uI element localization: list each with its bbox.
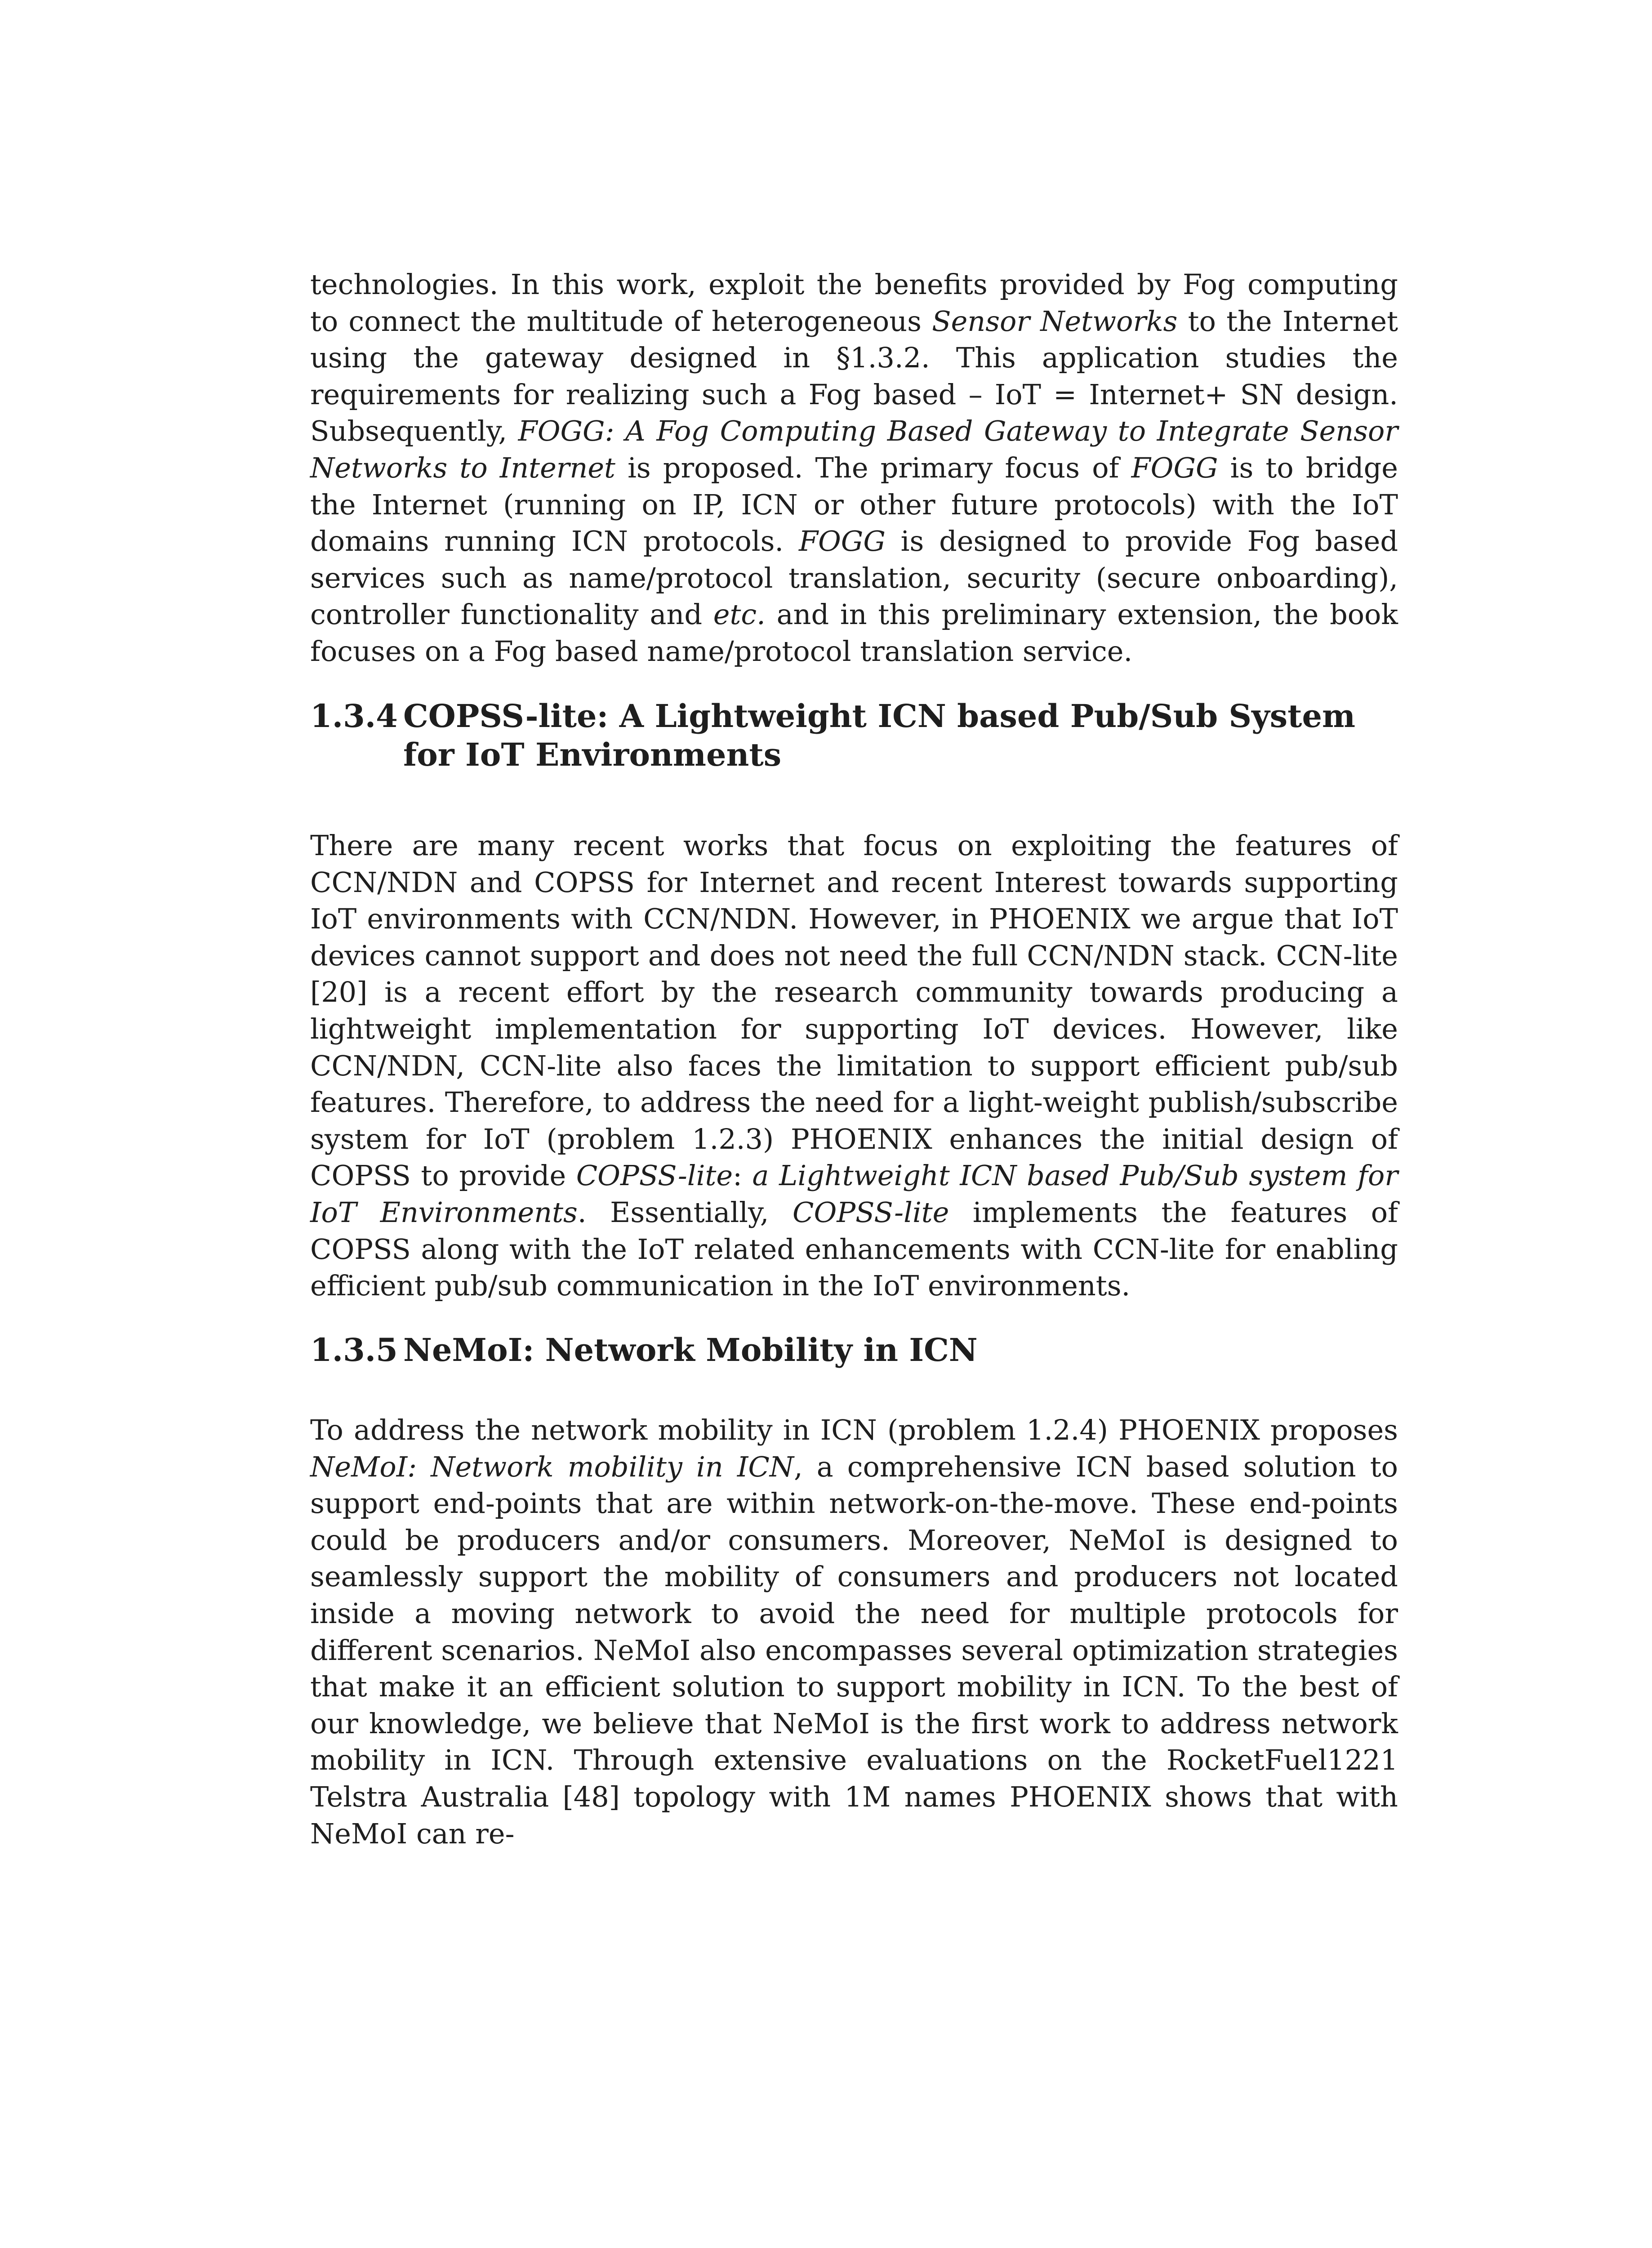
text-run: is to bridge the Internet (running on IP, ICN or other future protocols) with the IoT domains running ICN protocols. — [310, 451, 1398, 558]
text-run: to the Internet using the gateway designed in §1.3.2. This application studies the requirements for realizing such a Fog based – IoT = Internet+ SN design. Subsequently, — [310, 304, 1398, 448]
section-heading-1-3-4 — [310, 697, 1398, 774]
text-run: To address the network mobility in ICN (problem 1.2.4) PHOENIX proposes — [310, 1414, 1398, 1446]
text-run: . Essentially, — [577, 1195, 793, 1229]
text-run: is designed to provide Fog based services such as name/protocol translation, security (secure onboarding), controller functionality and — [310, 525, 1398, 631]
paragraph-nemoi — [310, 1412, 1398, 1852]
body-paragraph — [310, 266, 1398, 670]
body-paragraph — [310, 1412, 1398, 1852]
emphasis-text: COPSS-lite — [576, 1159, 733, 1192]
paragraph-copss-lite — [310, 827, 1398, 1304]
section-heading-1-3-5 — [310, 1331, 1398, 1369]
paragraph-fogg — [310, 266, 1398, 670]
emphasis-text: FOGG — [798, 525, 886, 558]
text-run: , a comprehensive ICN based solution to support end-points that are within network-on-the-move. These end-points could be producers and/or consumers. Moreover, NeMoI is designed to seamlessly support the mobility of consumers and producers not located inside a moving network to avoid the need for multiple protocols for different scenarios. NeMoI also encompasses several optimization strategies that make it an efficient solution to support mobility in ICN. To the best of our knowledge, we believe that NeMoI is the first work to address network mobility in ICN. Through extensive evaluations on the RocketFuel1221 Telstra Australia [48] topology with 1M names PHOENIX shows that with NeMoI can re- — [310, 1450, 1398, 1850]
section-number: 1.3.5 — [310, 1331, 398, 1369]
text-run: technologies. In this work, exploit the benefits provided by Fog computing to connect the multitude of heterogeneous — [310, 268, 1398, 338]
body-paragraph — [310, 827, 1398, 1304]
emphasis-text: a Lightweight ICN based Pub/Sub system for IoT Environments — [310, 1159, 1398, 1229]
section-heading — [310, 697, 1398, 774]
emphasis-text: NeMoI: Network mobility in ICN — [310, 1450, 794, 1483]
section-title: NeMoI: Network Mobility in ICN — [403, 1331, 978, 1369]
text-run: implements the features of COPSS along with the IoT related enhancements with CCN-lite for enabling efficient pub/sub communication in the IoT environments. — [310, 1195, 1398, 1302]
text-run: is proposed. The primary focus of — [615, 451, 1131, 484]
emphasis-text: FOGG: A Fog Computing Based Gateway to Integrate Sensor Networks to Internet — [310, 415, 1398, 484]
section-heading — [310, 1331, 1398, 1369]
emphasis-text: Sensor Networks — [932, 304, 1178, 338]
section-title: COPSS-lite: A Lightweight ICN based Pub/Sub System for IoT Environments — [403, 697, 1356, 773]
section-number: 1.3.4 — [310, 697, 398, 735]
emphasis-text: etc. — [713, 598, 766, 631]
emphasis-text: FOGG — [1131, 451, 1218, 484]
text-run: : — [733, 1159, 753, 1192]
text-run: and in this preliminary extension, the book focuses on a Fog based name/protocol translation service. — [310, 598, 1398, 668]
text-run: There are many recent works that focus on exploiting the features of CCN/NDN and COPSS for Internet and recent Interest towards supporting IoT environments with CCN/NDN. However, in PHOENIX we argue that IoT devices cannot support and does not need the full CCN/NDN stack. CCN-lite [20] is a recent effort by the research community towards producing a lightweight implementation for supporting IoT devices. However, like CCN/NDN, CCN-lite also faces the limitation to support efficient pub/sub features. Therefore, to address the need for a light-weight publish/subscribe system for IoT (problem 1.2.3) PHOENIX enhances the initial design of COPSS to provide — [310, 829, 1398, 1192]
emphasis-text: COPSS-lite — [793, 1195, 949, 1229]
